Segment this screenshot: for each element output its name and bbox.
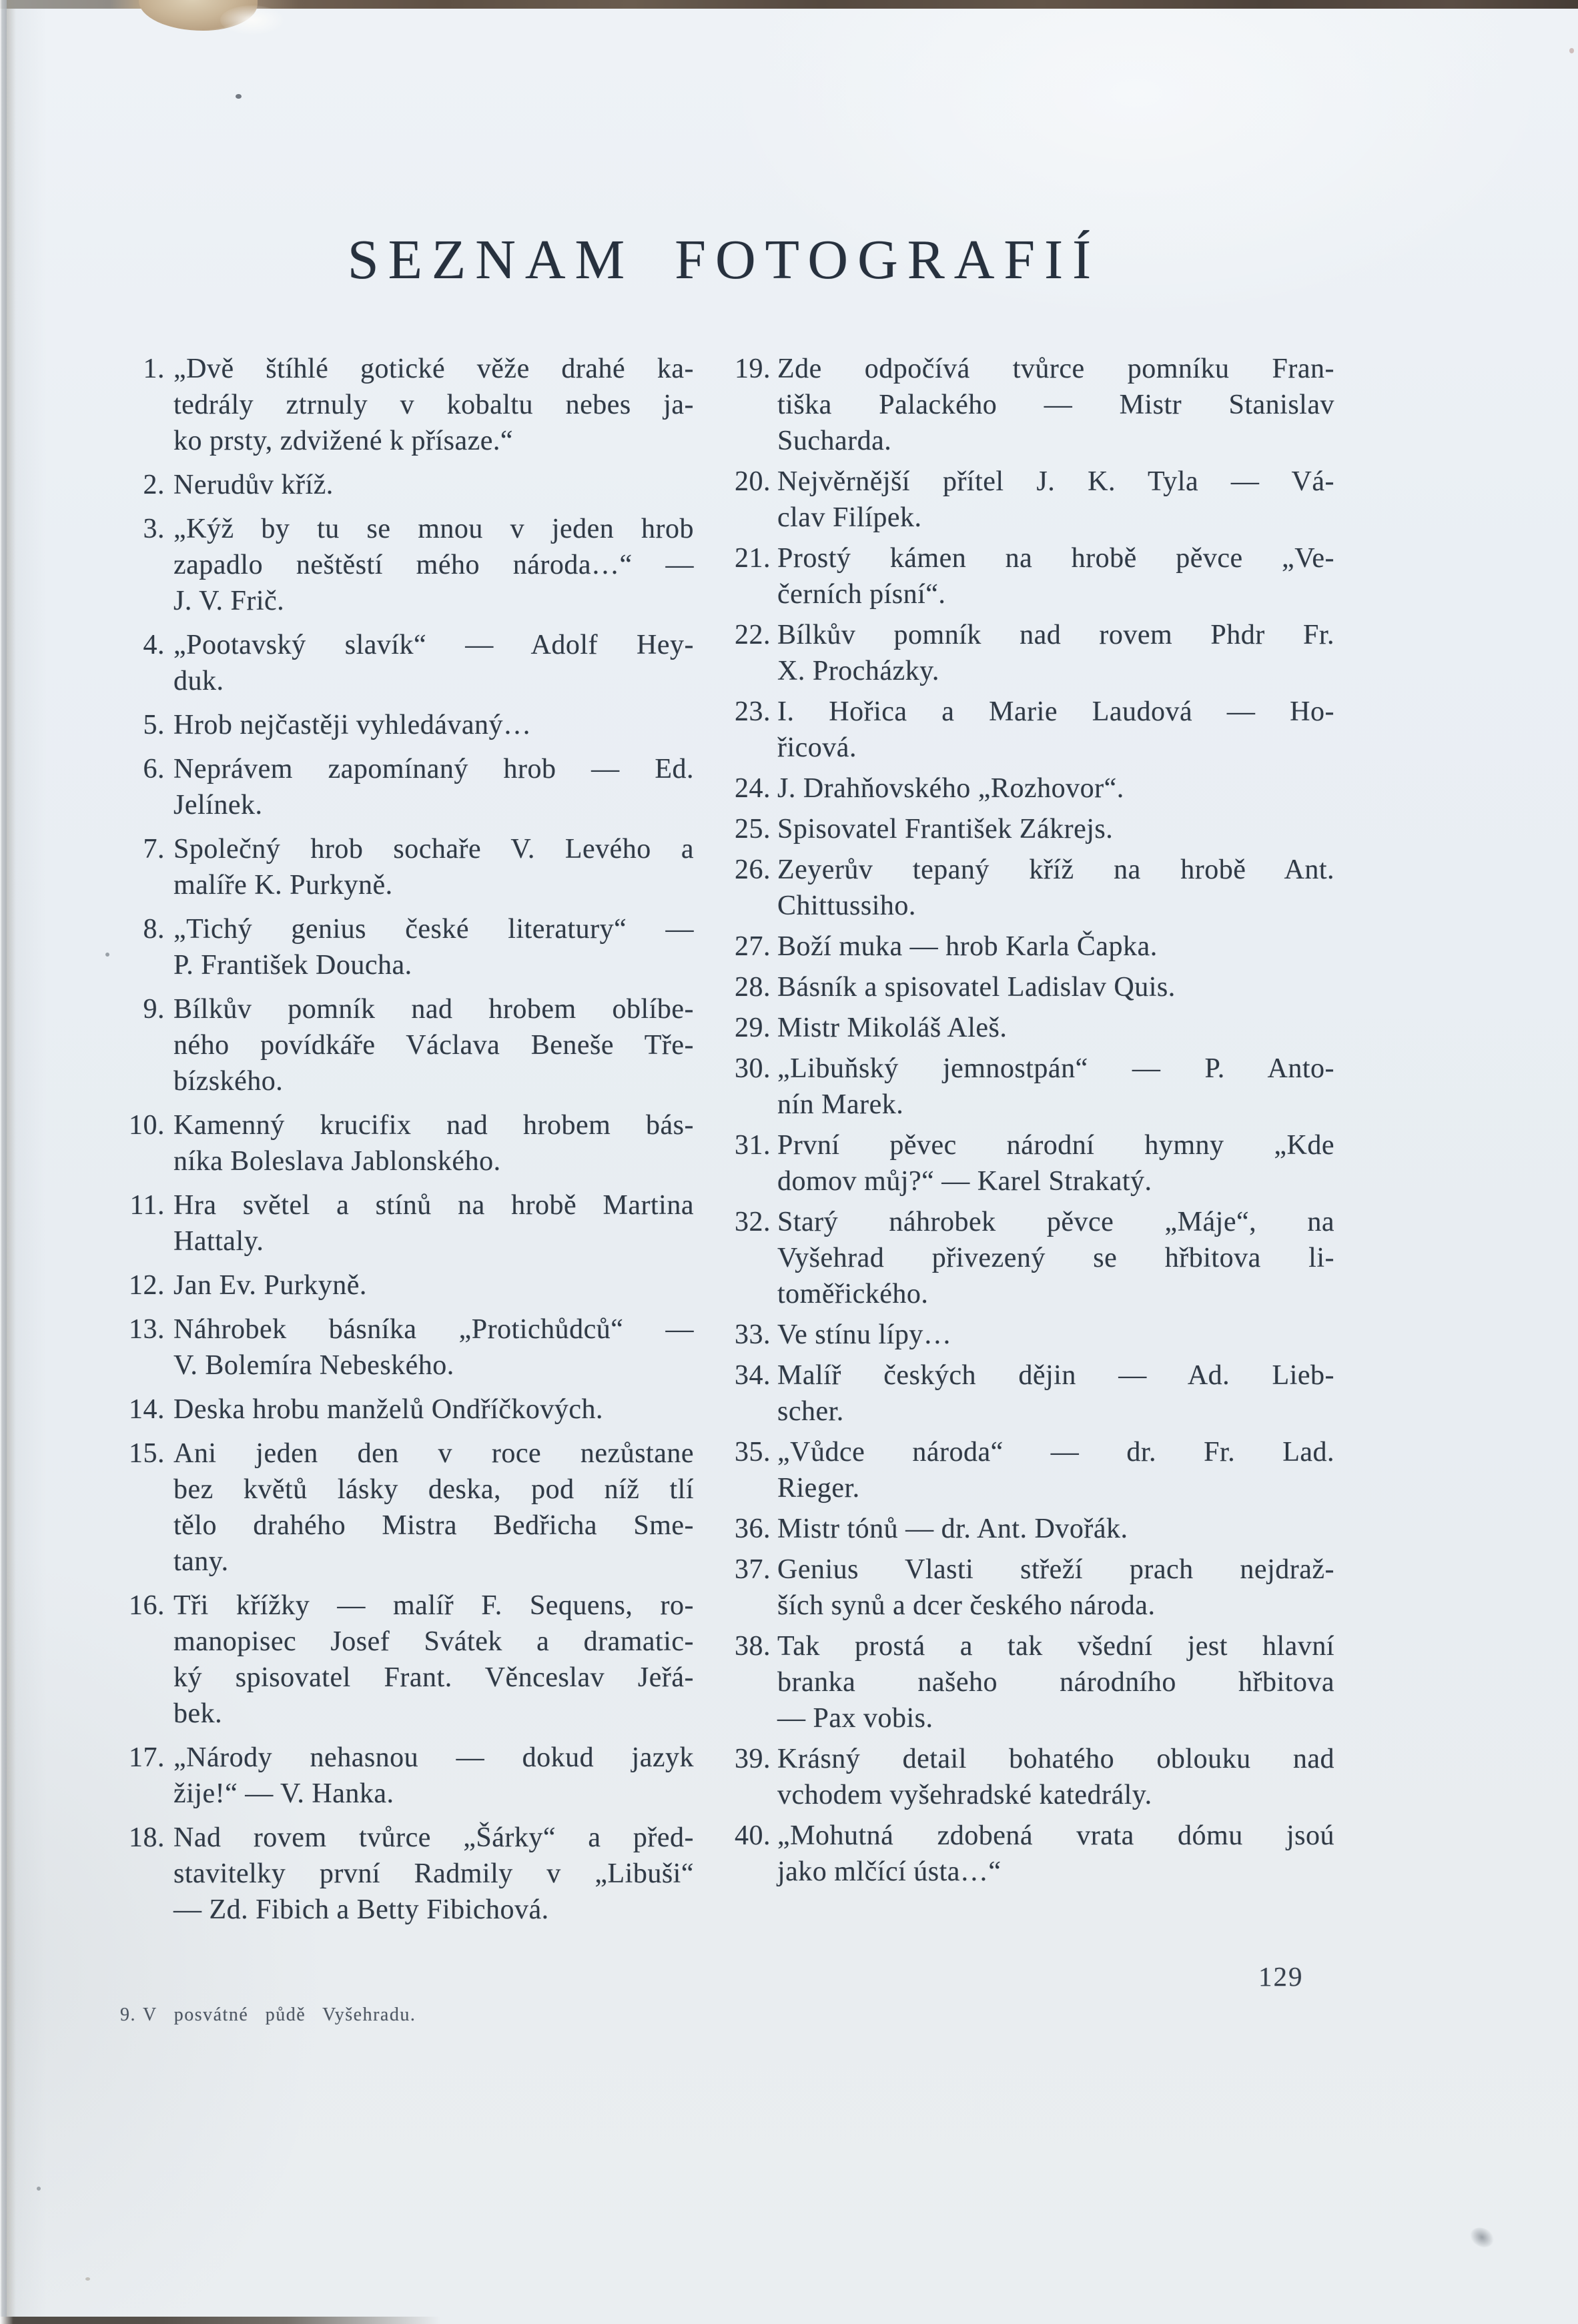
text-line: Krásný detail bohatého oblouku nad [777,1744,1334,1774]
text-line: První pěvec národní hymny „Kde [777,1130,1334,1161]
item-number: 4. [143,630,165,660]
list-item [113,831,694,903]
text-line: jako mlčící ústa…“ [777,1856,1002,1887]
list-item [113,1267,694,1303]
list-item [724,540,1334,612]
list-item [113,707,694,743]
paper-speck [236,94,242,99]
text-line: černích písní“. [777,579,946,610]
text-line: ného povídkáře Václava Beneše Tře- [173,1030,694,1061]
text-line: Tři křížky — malíř F. Sequens, ro- [173,1590,694,1621]
list-item [724,694,1334,766]
text-line: Jan Ev. Purkyně. [173,1270,367,1301]
text-line: Bílkův pomník nad hrobem oblíbe- [173,994,694,1025]
list-item [113,1311,694,1383]
text-line: malíře K. Purkyně. [173,870,393,901]
list-item [724,464,1334,536]
text-line: Kamenný krucifix nad hrobem bás- [173,1110,694,1141]
item-number: 14. [129,1394,165,1425]
list-item [724,1127,1334,1199]
list-item [724,1317,1334,1353]
item-number: 30. [735,1053,771,1084]
item-number: 36. [735,1514,771,1544]
list-item [724,1552,1334,1624]
text-line: I. Hořica a Marie Laudová — Ho- [777,696,1334,727]
text-line: Genius Vlasti střeží prach nejdraž- [777,1554,1334,1585]
list-item [113,1435,694,1580]
item-number: 2. [143,470,165,500]
item-text [777,1010,1334,1046]
item-number: 24. [735,773,771,804]
list-item [724,969,1334,1005]
item-text [173,1391,694,1427]
text-line: Nad rovem tvůrce „Šárky“ a před- [173,1822,694,1853]
item-text [173,991,694,1099]
text-line: Nejvěrnější přítel J. K. Tyla — Vá- [777,466,1334,497]
item-number: 32. [735,1207,771,1237]
text-line: „Libuňský jemnostpán“ — P. Anto- [777,1053,1334,1084]
text-line: tělo drahého Mistra Bedřicha Sme- [173,1510,694,1541]
item-text [173,1187,694,1259]
item-text [173,1311,694,1383]
text-line: duk. [173,666,224,696]
item-number: 18. [129,1822,165,1853]
text-line: stavitelky první Radmily v „Libuši“ [173,1858,694,1889]
list-item [113,1588,694,1732]
item-number: 27. [735,931,771,962]
text-line: manopisec Josef Svátek a dramatic- [173,1626,694,1657]
text-line: bez květů lásky deska, pod níž tlí [173,1474,694,1505]
list-item [724,1357,1334,1429]
item-text [173,467,694,503]
list-item [724,852,1334,924]
printer-signature [120,2004,416,2026]
text-line: Prostý kámen na hrobě pěvce „Ve- [777,543,1334,574]
list-item [113,911,694,983]
text-line: Zeyerův tepaný kříž na hrobě Ant. [777,854,1334,885]
text-line: Bílkův pomník nad rovem Phdr Fr. [777,620,1334,650]
item-text [777,1434,1334,1506]
item-number: 23. [735,696,771,727]
item-text [173,911,694,983]
text-line: Chittussiho. [777,891,916,921]
item-number: 9. [143,994,165,1025]
list-item [724,1204,1334,1312]
text-line: Hra světel a stínů na hrobě Martina [173,1190,694,1221]
list-item [113,1107,694,1179]
text-line: Společný hrob sochaře V. Levého a [173,834,694,864]
text-line: Mistr tónů — dr. Ant. Dvořák. [777,1514,1128,1544]
item-number: 33. [735,1319,771,1350]
item-number: 40. [735,1820,771,1851]
text-line: Spisovatel František Zákrejs. [777,814,1114,844]
item-number: 12. [129,1270,165,1301]
item-number: 31. [735,1130,771,1161]
text-line: Náhrobek básníka „Protichůdců“ — [173,1314,694,1345]
text-line: Malíř českých dějin — Ad. Lieb- [777,1360,1334,1391]
text-line: Deska hrobu manželů Ondříčkových. [173,1394,603,1425]
item-text [173,707,694,743]
text-line: Ve stínu lípy… [777,1319,952,1350]
item-text [173,1107,694,1179]
item-number: 35. [735,1437,771,1468]
item-text [777,1818,1334,1890]
item-number: 22. [735,620,771,650]
list-item [724,1434,1334,1506]
text-line: Básník a spisovatel Ladislav Quis. [777,972,1176,1003]
item-text [777,617,1334,689]
page-title: SEZNAM FOTOGRAFIÍ [347,229,1101,291]
item-number: 11. [129,1190,165,1221]
text-line: — Zd. Fibich a Betty Fibichová. [173,1894,549,1925]
photo-list [113,351,1334,1936]
item-text [777,1204,1334,1312]
list-item [113,511,694,619]
text-line: ko prsty, zdvižené k přísaze.“ [173,426,514,456]
item-text [173,351,694,459]
text-line: bízského. [173,1066,284,1097]
list-item [724,1511,1334,1547]
item-text [777,464,1334,536]
list-item [724,929,1334,965]
item-number: 38. [735,1631,771,1662]
item-number: 39. [735,1744,771,1774]
item-number: 3. [143,514,165,544]
text-line: vchodem vyšehradské katedrály. [777,1780,1152,1810]
text-line: Jelínek. [173,790,263,820]
text-line: domov můj?“ — Karel Strakatý. [777,1166,1152,1197]
list-item [724,811,1334,847]
item-number: 5. [143,710,165,740]
item-text [777,694,1334,766]
item-number: 21. [735,543,771,574]
item-number: 25. [735,814,771,844]
list-item [113,1740,694,1812]
text-line: X. Procházky. [777,656,939,686]
text-line: „Pootavský slavík“ — Adolf Hey- [173,630,694,660]
text-line: J. V. Frič. [173,586,285,616]
item-text [777,540,1334,612]
text-line: „Tichý genius české literatury“ — [173,914,694,945]
text-line: „Dvě štíhlé gotické věže drahé ka- [173,354,694,384]
text-line: „Vůdce národa“ — dr. Fr. Lad. [777,1437,1334,1468]
signature-number: 9. [120,2004,136,2025]
item-number: 10. [129,1110,165,1141]
list-item [113,627,694,699]
item-number: 8. [143,914,165,945]
list-item [724,1818,1334,1890]
text-line: clav Filípek. [777,502,922,533]
list-item [724,1628,1334,1736]
list-item [724,770,1334,806]
paper-speck [1569,48,1574,53]
text-line: toměřického. [777,1279,929,1309]
list-item [113,1391,694,1427]
item-number: 19. [735,354,771,384]
text-line: Zde odpočívá tvůrce pomníku Fran- [777,354,1334,384]
text-line: ších synů a dcer českého národa. [777,1590,1156,1621]
text-line: bek. [173,1698,223,1729]
bottom-edge-shadow [0,2317,440,2324]
item-text [777,1741,1334,1813]
text-line: řicová. [777,732,857,763]
text-line: nín Marek. [777,1089,904,1120]
item-text [777,1511,1334,1547]
ink-smudge [1467,2223,1497,2252]
item-text [777,929,1334,965]
list-item [113,1820,694,1928]
text-line: J. Drahňovského „Rozhovor“. [777,773,1124,804]
text-line: tiška Palackého — Mistr Stanislav [777,390,1334,420]
item-text [173,511,694,619]
item-number: 26. [735,854,771,885]
text-line: Nerudův kříž. [173,470,334,500]
text-line: scher. [777,1396,844,1427]
item-number: 34. [735,1360,771,1391]
list-item [113,751,694,823]
item-text [777,969,1334,1005]
paper-stain-highlight [220,5,284,35]
item-number: 15. [129,1438,165,1469]
text-line: zapadlo neštěstí mého národa…“ — [173,550,694,580]
item-number: 16. [129,1590,165,1621]
item-text [777,351,1334,459]
text-line: V. Bolemíra Nebeského. [173,1350,454,1381]
text-line: „Kýž by tu se mnou v jeden hrob [173,514,694,544]
text-line: „Národy nehasnou — dokud jazyk [173,1742,694,1773]
item-text [173,751,694,823]
paper-speck [37,2187,41,2191]
item-text [777,811,1334,847]
list-item [724,1741,1334,1813]
item-text [777,1127,1334,1199]
item-text [777,1552,1334,1624]
text-line: Ani jeden den v roce nezůstane [173,1438,694,1469]
item-text [777,1628,1334,1736]
item-text [777,1051,1334,1123]
item-text [777,770,1334,806]
text-line: Boží muka — hrob Karla Čapka. [777,931,1158,962]
item-text [173,831,694,903]
item-text [173,1435,694,1580]
text-line: tany. [173,1546,229,1577]
item-number: 29. [735,1013,771,1043]
list-item [113,467,694,503]
text-line: Mistr Mikoláš Aleš. [777,1013,1008,1043]
list-item [724,617,1334,689]
item-text [777,852,1334,924]
item-number: 13. [129,1314,165,1345]
text-line: Sucharda. [777,426,892,456]
item-number: 6. [143,754,165,784]
signature-text: V posvátné půdě Vyšehradu. [143,2004,416,2025]
item-number: 28. [735,972,771,1003]
item-number: 1. [143,354,165,384]
text-line: Hattaly. [173,1226,264,1257]
text-line: — Pax vobis. [777,1703,933,1734]
list-item [113,351,694,459]
list-item [113,991,694,1099]
photo-list-left-column [113,351,694,1936]
item-text [173,1588,694,1732]
list-item [724,1010,1334,1046]
list-item [113,1187,694,1259]
text-line: Starý náhrobek pěvce „Máje“, na [777,1207,1334,1237]
list-item [724,351,1334,459]
text-line: Vyšehrad přivezený se hřbitova li- [777,1243,1334,1273]
text-line: žije!“ — V. Hanka. [173,1778,394,1809]
text-line: Neprávem zapomínaný hrob — Ed. [173,754,694,784]
text-line: níka Boleslava Jablonského. [173,1146,501,1177]
paper-speck [85,2277,90,2281]
item-text [173,627,694,699]
list-item [724,1051,1334,1123]
text-line: Hrob nejčastěji vyhledávaný… [173,710,532,740]
item-number: 20. [735,466,771,497]
text-line: Tak prostá a tak všední jest hlavní [777,1631,1334,1662]
item-number: 7. [143,834,165,864]
photo-list-right-column [724,351,1334,1936]
text-line: „Mohutná zdobená vrata dómu jsoú [777,1820,1334,1851]
page-content [0,229,1578,1936]
text-line: P. František Doucha. [173,950,412,981]
item-text [173,1740,694,1812]
item-number: 17. [129,1742,165,1773]
item-text [173,1820,694,1928]
text-line: branka našeho národního hřbitova [777,1667,1334,1698]
text-line: tedrály ztrnuly v kobaltu nebes ja- [173,390,694,420]
item-text [777,1317,1334,1353]
item-number: 37. [735,1554,771,1585]
text-line: Rieger. [777,1473,860,1504]
item-text [777,1357,1334,1429]
page-number: 129 [1258,1961,1304,1992]
text-line: ký spisovatel Frant. Věnceslav Jeřá- [173,1662,694,1693]
item-text [173,1267,694,1303]
